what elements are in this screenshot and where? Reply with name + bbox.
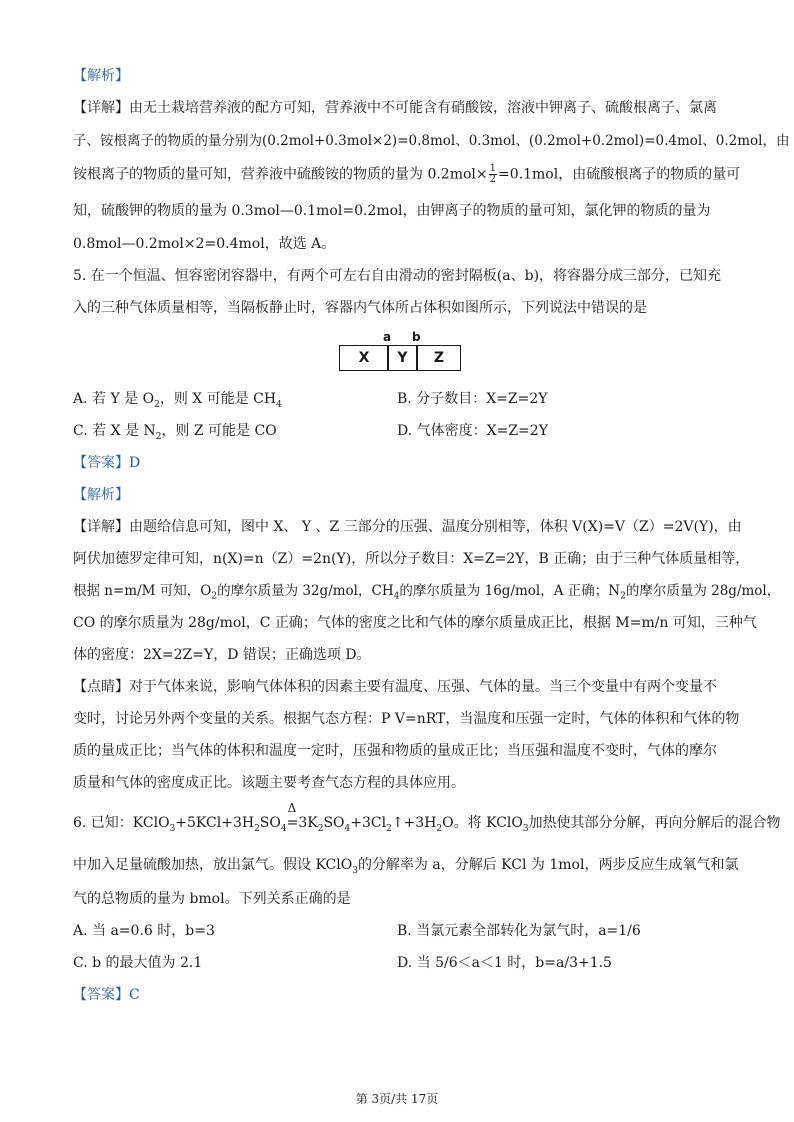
analysis-heading: 【解析】 [73,487,129,503]
q4-detail-line-1: 【详解】由无土栽培营养液的配方可知，营养液中不可能含有硝酸铵，溶液中钾离子、硫酸根离子、氯离 [73,100,717,116]
q4-detail-line-4: 知，硫酸钾的物质的量为 0.3mol—0.1mol=0.2mol，由钾离子的物质的量可知，氯化钾的物质的量为 [73,203,711,219]
q5-point-line-4: 质量和气体的密度成正比。该题主要考查气态方程的具体应用。 [73,775,465,791]
cell-y: Y [397,350,408,366]
q6-stem-line-2: 中加入足量硫酸加热，放出氯气。假设 KClO$_3$的分解率为 a，分解后 KCl 为 1mol，两步反应生成氧气和氯 [73,857,739,876]
q6-option-c: C. b 的最大值为 2.1 [73,955,203,971]
analysis-heading: 【解析】 [73,68,129,84]
q5-option-b: B. 分子数目：X=Z=2Y [397,391,548,407]
q5-point-line-2: 变时，讨论另外两个变量的关系。根据气态方程：P V=nRT，当温度和压强一定时，气体的体积和气体的物 [73,711,740,727]
q6-stem-line-3: 气的总物质的量为 bmol。下列关系正确的是 [73,891,351,907]
q5-point-line-1: 【点睛】对于气体来说，影响气体体积的因素主要有温度、压强、气体的量。当三个变量中有两个变量不 [73,679,717,695]
cell-x: X [358,350,370,366]
detail-tag: 【详解】 [73,100,129,116]
q5-detail-line-2: 阿伏加德罗定律可知，n(X)=n（Z）=2n(Y)，所以分子数目：X=Z=2Y，B 正确；由于三种气体质量相等， [73,551,750,567]
q4-detail-line-5: 0.8mol—0.2mol×2=0.4mol，故选 A。 [73,236,336,252]
q5-detail-line-5: 体的密度：2X=2Z=Y，D 错误；正确选项 D。 [73,647,371,663]
q6-option-d: D. 当 5/6＜a＜1 时，b=a/3+1.5 [397,955,612,971]
partition-a-label: a [383,330,392,344]
q5-point-line-3: 质的量成正比；当气体的体积和温度一定时，压强和物质的量成正比；当压强和温度不变时，气体的摩尔 [73,743,717,759]
q5-option-d: D. 气体密度：X=Z=2Y [397,423,548,439]
q5-option-a: A. 若 Y 是 $O_2$，则 X 可能是 $CH_4$ [73,391,282,410]
fraction: $\frac{1}{2}$ [489,163,497,185]
q5-detail-line-3: 根据 n=m/M 可知，$O_2$的摩尔质量为 32g/mol，$CH_4$的摩尔质量为 16g/mol，A 正确；$N_2$的摩尔质量为 28g/mol， [73,583,781,602]
q5-detail-line-4: CO 的摩尔质量为 28g/mol，C 正确；气体的密度之比和气体的摩尔质量成正比，根据 M=m/n 可知，三种气 [73,615,757,631]
q6-stem-line-1: 6. 已知：$KClO_3+5KCl+3H_2SO_4$ Δ $=3K_2SO_4+3Cl_2↑+3H_2O$。将 KClO$_3$加热使其部分分解，再向分解后的混合物 [73,801,781,834]
container-diagram [339,330,464,375]
answer-label: 【答案】C [73,987,140,1003]
answer-label: 【答案】D [73,455,141,471]
q4-detail-line-2: 子、铵根离子的物质的量分别为(0.2mol+0.3mol×2)=0.8mol、0.3mol、(0.2mol+0.2mol)=0.4mol、0.2mol，由 [73,133,790,149]
heat-condition: Δ = [286,801,299,831]
q5-stem-line-2: 入的三种气体质量相等，当隔板静止时，容器内气体所占体积如图所示，下列说法中错误的是 [73,300,647,316]
q5-stem-line-1: 5. 在一个恒温、恒容密闭容器中，有两个可左右自由滑动的密封隔板(a、b)，将容器分成三部分，已知充 [73,268,722,284]
q5-detail-line-1: 【详解】由题给信息可知，图中 X、 Y 、Z 三部分的压强、温度分别相等，体积 V(X)=V（Z）=2V(Y)，由 [73,519,742,535]
q5-option-c: C. 若 X 是 $N_2$，则 Z 可能是 CO [73,423,277,442]
q6-option-a: A. 当 a=0.6 时，b=3 [73,923,215,939]
page-footer: 第 3页/共 17页 [355,1092,439,1106]
container-box [339,345,461,371]
cell-z: Z [433,350,445,366]
q4-detail-line-3: 铵根离子的物质的量可知，营养液中硫酸铵的物质的量为 0.2mol× $\frac{1}{2}$ =0.1mol，由硫酸根离子的物质的量可 [73,163,741,185]
partition-b-label: b [412,330,421,344]
q6-option-b: B. 当氯元素全部转化为氯气时，a=1/6 [397,923,641,939]
